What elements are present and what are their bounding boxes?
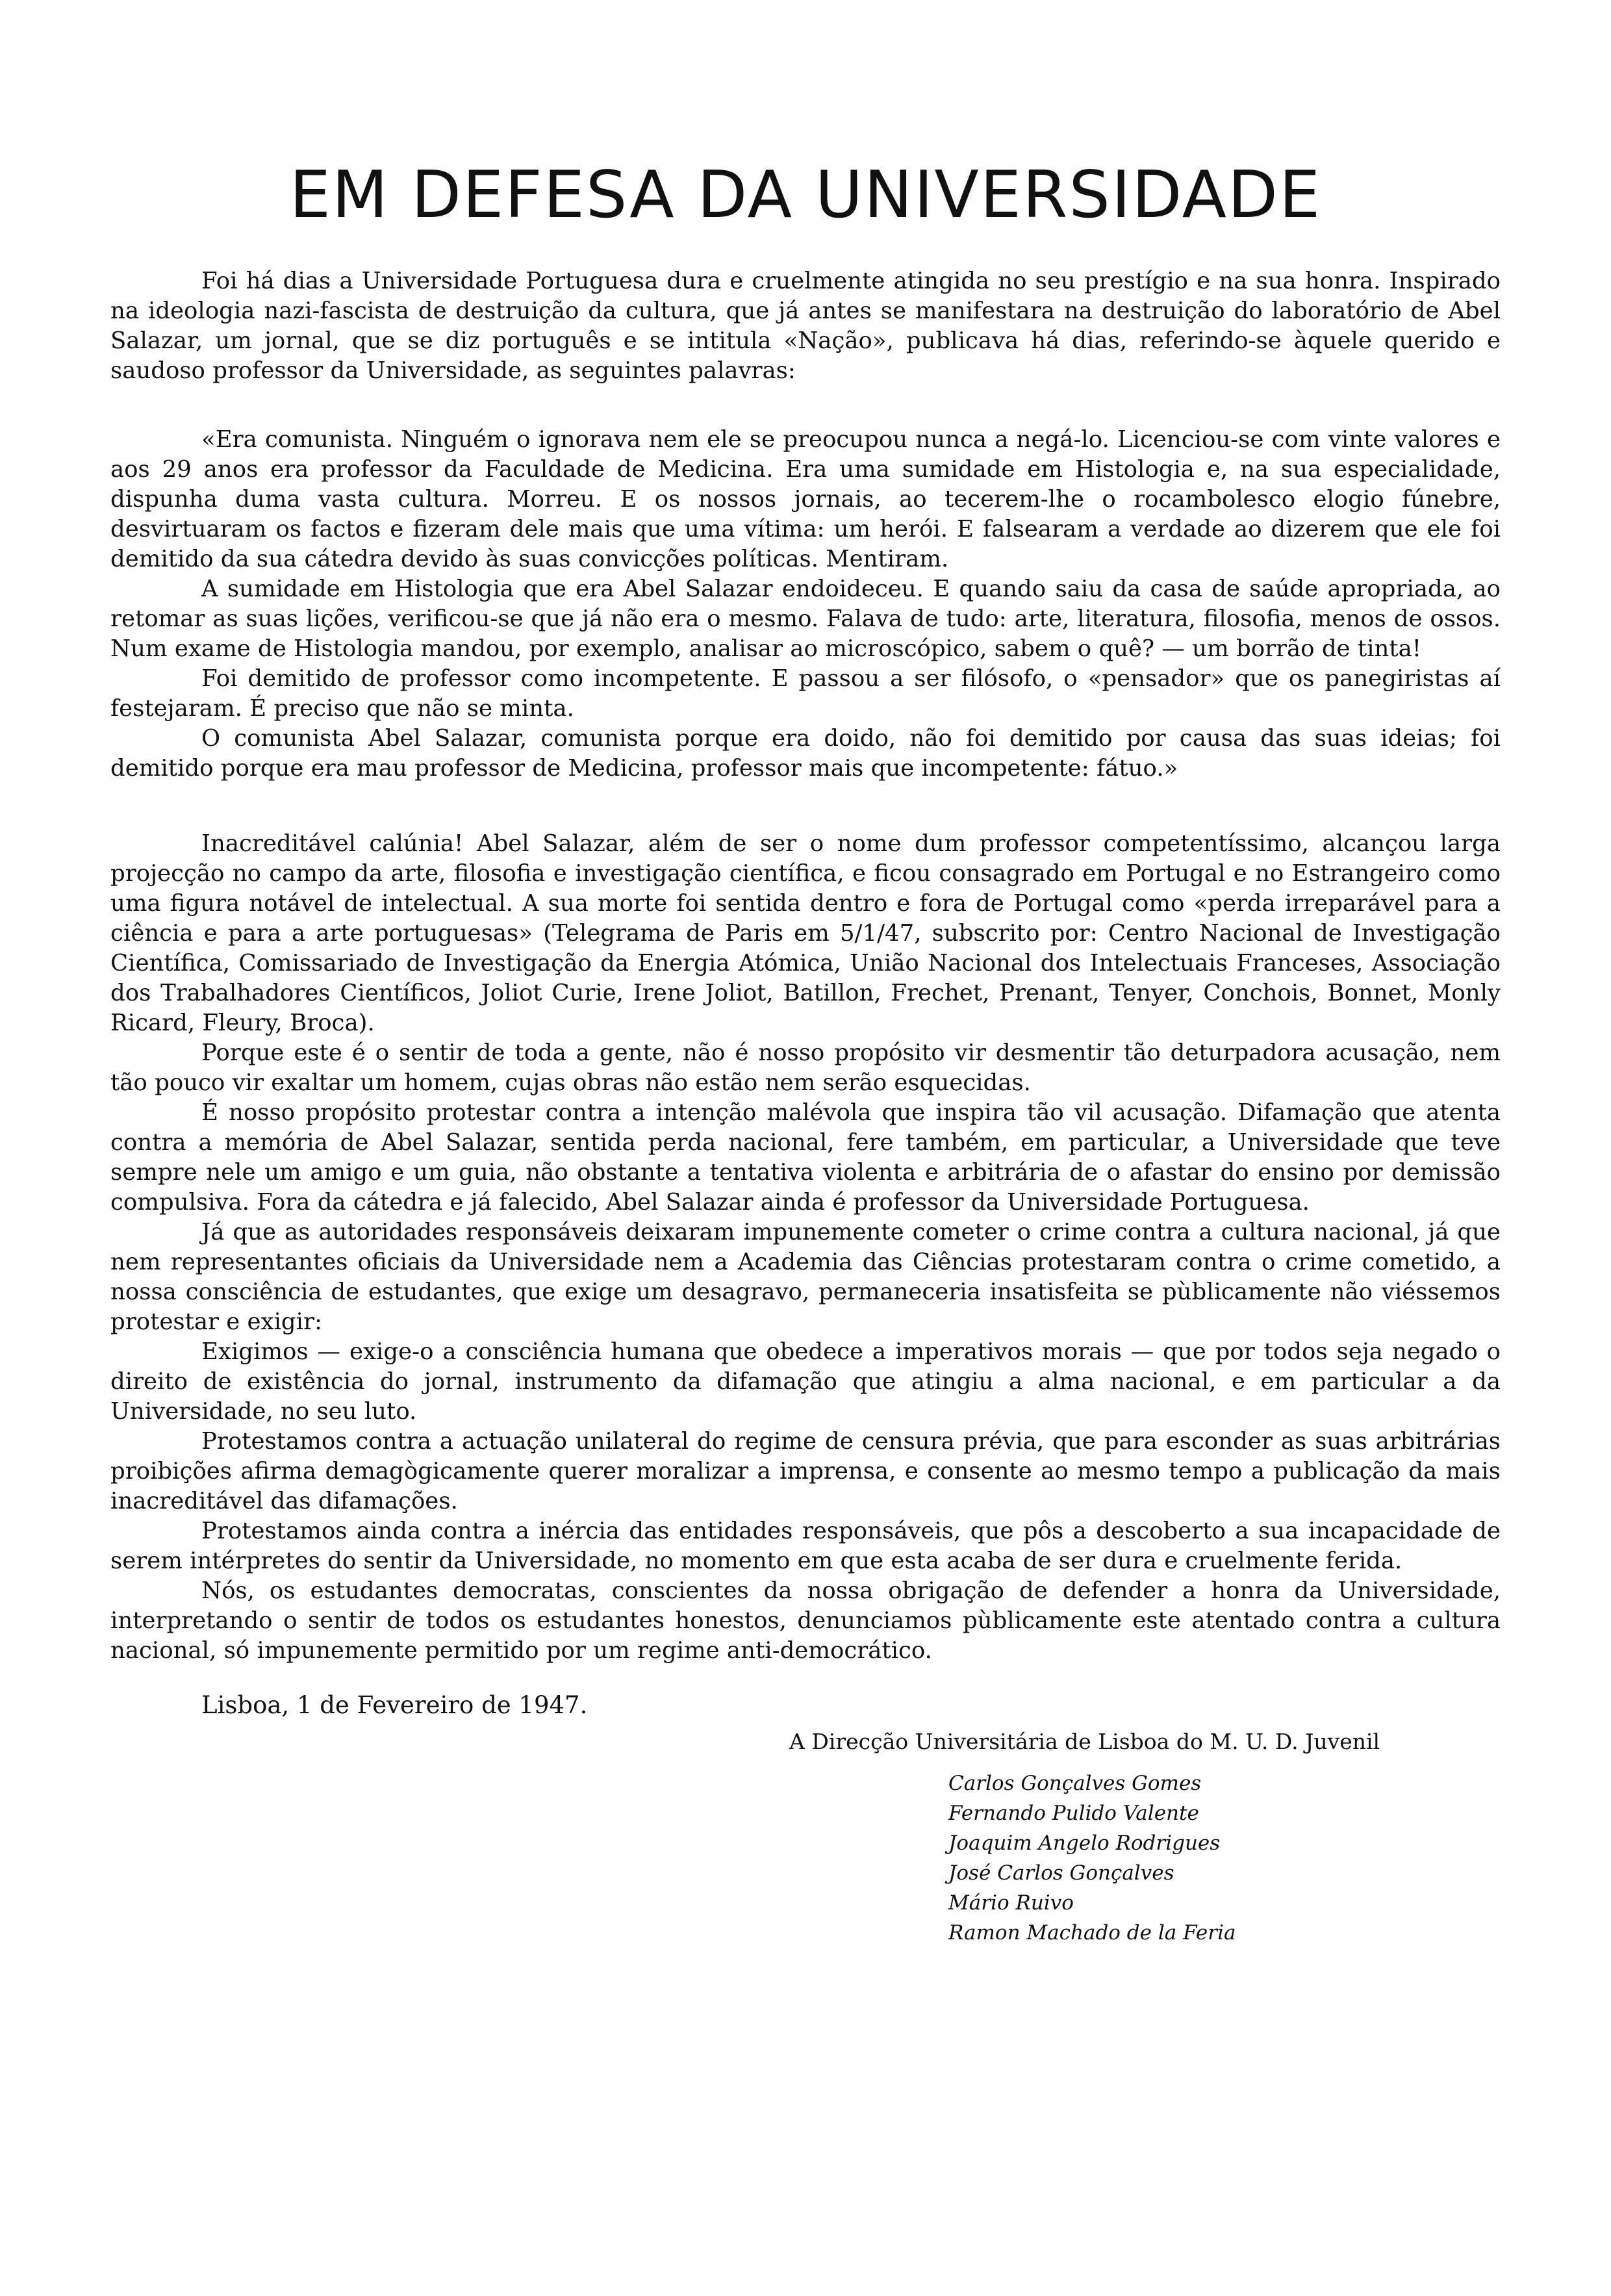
signatory-name: Ramon Machado de la Feria xyxy=(948,1921,1236,1945)
signatory-name: Mário Ruivo xyxy=(948,1891,1074,1915)
signatory-name: Fernando Pulido Valente xyxy=(948,1802,1199,1825)
quote-paragraph: Foi demitido de professor como incompetente. E passou a ser filósofo, o «pensador» que os panegiristas aí festejaram. É preciso que não se minta. xyxy=(110,665,1501,722)
quote-paragraph: «Era comunista. Ninguém o ignorava nem ele se preocupou nunca a negá-lo. Licenciou-se com vinte valores e aos 29 anos era professor da Faculdade de Medicina. Era uma sumidade em Histologia e, na sua especialidade, dispunha duma vasta cultura. Morreu. E os nossos jornais, ao tecerem-lhe o rocambolesco elogio fúnebre, desvirtuaram os factos e fizeram dele mais que uma vítima: um herói. E falsearam a verdade ao dizerem que ele foi demitido da sua cátedra devido às suas convicções políticas. Mentiram. xyxy=(110,426,1501,572)
body-paragraph: É nosso propósito protestar contra a intenção malévola que inspira tão vil acusação. Difamação que atenta contra a memória de Abel Salazar, sentida perda nacional, fere também, em particular, a Universidade que teve sempre nele um amigo e um guia, não obstante a tentativa violenta e arbitrária de o afastar do ensino por demissão compulsiva. Fora da cátedra e já falecido, Abel Salazar ainda é professor da Universidade Portuguesa. xyxy=(110,1099,1501,1216)
body-paragraph: Protestamos ainda contra a inércia das entidades responsáveis, que pôs a descoberto a sua incapacidade de serem intérpretes do sentir da Universidade, no momento em que esta acaba de ser dura e cruelmente ferida. xyxy=(110,1518,1501,1574)
document-page xyxy=(110,156,1501,1948)
signatory-name: Carlos Gonçalves Gomes xyxy=(948,1772,1202,1795)
organization-signature: A Direcção Universitária de Lisboa do M. U. D. Juvenil xyxy=(789,1729,1380,1754)
signatory-name: José Carlos Gonçalves xyxy=(948,1861,1174,1885)
body-paragraph: Protestamos contra a actuação unilateral do regime de censura prévia, que para esconder as suas arbitrárias proibições afirma demagògicamente querer moralizar a imprensa, e consente ao mesmo tempo a publicação da mais inacreditável das difamações. xyxy=(110,1428,1501,1514)
main-text xyxy=(110,829,1501,1666)
body-paragraph: Já que as autoridades responsáveis deixaram impunemente cometer o crime contra a cultura nacional, já que nem representantes oficiais da Universidade nem a Academia das Ciências protestaram contra o crime cometido, a nossa consciência de estudantes, que exige um desagravo, permaneceria insatisfeita se pùblicamente não viéssemos protestar e exigir: xyxy=(110,1219,1501,1335)
dateline: Lisboa, 1 de Fevereiro de 1947. xyxy=(201,1691,588,1719)
quote-paragraph: O comunista Abel Salazar, comunista porque era doido, não foi demitido por causa das suas ideias; foi demitido porque era mau professor de Medicina, professor mais que incompetente: fátuo.» xyxy=(110,725,1501,782)
intro-paragraph: Foi há dias a Universidade Portuguesa dura e cruelmente atingida no seu prestígio e na sua honra. Inspirado na ideologia nazi-fascista de destruição da cultura, que já antes se manifestara na destruição do laboratório de Abel Salazar, um jornal, que se diz português e se intitula «Nação», publicava há dias, referindo-se àquele querido e saudoso professor da Universidade, as seguintes palavras: xyxy=(110,268,1501,384)
signatory-name: Joaquim Angelo Rodrigues xyxy=(948,1831,1221,1855)
body-paragraph: Inacreditável calúnia! Abel Salazar, além de ser o nome dum professor competentíssimo, alcançou larga projecção no campo da arte, filosofia e investigação científica, e ficou consagrado em Portugal e no Estrangeiro como uma figura notável de intelectual. A sua morte foi sentida dentro e fora de Portugal como «perda irreparável para a ciência e para a arte portuguesas» (Telegrama de Paris em 5/1/47, subscrito por: Centro Nacional de Investigação Científica, Comissariado de Investigação da Energia Atómica, União Nacional dos Intelectuais Franceses, Associação dos Trabalhadores Científicos, Joliot Curie, Irene Joliot, Batillon, Frechet, Prenant, Tenyer, Conchois, Bonnet, Monly Ricard, Fleury, Broca). xyxy=(110,830,1501,1036)
quoted-article xyxy=(110,425,1501,784)
body-paragraph: Nós, os estudantes democratas, conscientes da nossa obrigação de defender a honra da Universidade, interpretando o sentir de todos os estudantes honestos, denunciamos pùblicamente este atentado contra a cultura nacional, só impunemente permitido por um regime anti-democrático. xyxy=(110,1577,1501,1664)
body-paragraph: Exigimos — exige-o a consciência humana que obedece a imperativos morais — que por todos seja negado o direito de existência do jornal, instrumento da difamação que atingiu a alma nacional, e em particular a da Universidade, no seu luto. xyxy=(110,1338,1501,1425)
signatory-list xyxy=(948,1768,1501,1948)
quote-paragraph: A sumidade em Histologia que era Abel Salazar endoideceu. E quando saiu da casa de saúde apropriada, ao retomar as suas lições, verificou-se que já não era o mesmo. Falava de tudo: arte, literatura, filosofia, menos de ossos. Num exame de Histologia mandou, por exemplo, analisar ao microscópico, sabem o quê? — um borrão de tinta! xyxy=(110,576,1501,662)
body-paragraph: Porque este é o sentir de toda a gente, não é nosso propósito vir desmentir tão deturpadora acusação, nem tão pouco vir exaltar um homem, cujas obras não estão nem serão esquecidas. xyxy=(110,1040,1501,1096)
document-title: EM DEFESA DA UNIVERSIDADE xyxy=(289,157,1322,233)
